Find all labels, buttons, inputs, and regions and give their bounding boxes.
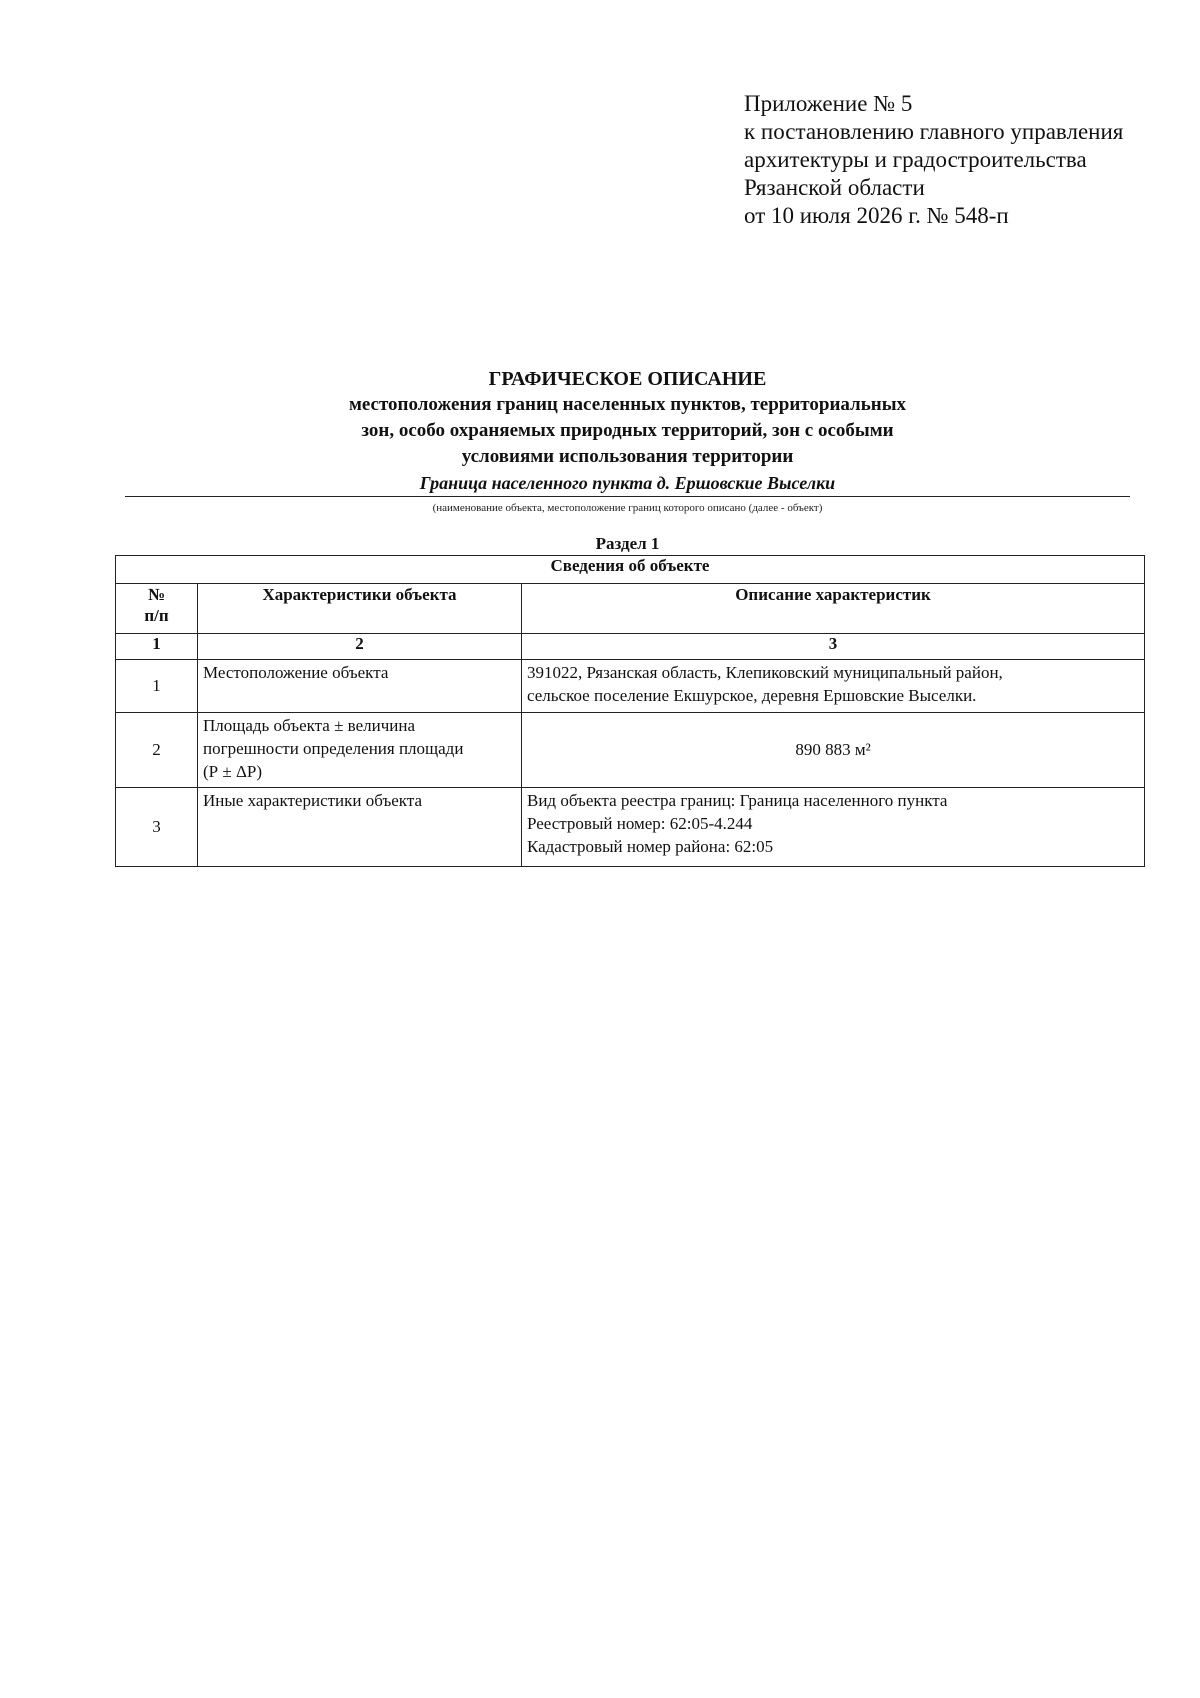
header-description: Описание характеристик [522,584,1145,634]
appendix-date: от 10 июля 2026 г. № 548-п [744,203,1009,228]
object-name-caption: (наименование объекта, местоположение границ которого описано (далее - объект) [432,502,823,514]
header-number-line-2: п/п [144,606,169,625]
header-number [116,584,198,634]
appendix-number: Приложение № 5 [744,91,913,116]
table-caption-row [116,556,1145,584]
header-number-line-1: № [147,585,166,604]
appendix-reference: к постановлению главного управления [744,119,1124,144]
row-description-line: Вид объекта реестра границ: Граница населенного пункта [527,791,948,810]
appendix-header [744,90,1123,230]
row-description [522,660,1145,713]
row-description-line: Кадастровый номер района: 62:05 [527,837,774,856]
column-number-1: 1 [116,634,198,660]
header-characteristics: Характеристики объекта [198,584,522,634]
row-number: 3 [116,788,198,867]
row-description: 890 883 м² [522,713,1145,788]
row-description [522,788,1145,867]
row-description-line: сельское поселение Екшурское, деревня Ершовские Выселки. [527,686,977,705]
row-characteristic [198,713,522,788]
column-number-2: 2 [198,634,522,660]
row-characteristic-line: Площадь объекта ± величина [203,716,416,735]
document-title: ГРАФИЧЕСКОЕ ОПИСАНИЕ [488,368,767,390]
row-characteristic-line: (Р ± ΔР) [203,762,262,781]
row-characteristic: Иные характеристики объекта [198,788,522,867]
object-name: Граница населенного пункта д. Ершовские Выселки [419,473,836,493]
document-subtitle-line-1: местоположения границ населенных пунктов, территориальных [348,394,907,415]
table-row [116,788,1145,867]
appendix-region: Рязанской области [744,175,925,200]
row-number: 2 [116,713,198,788]
table-row [116,660,1145,713]
table-caption: Сведения об объекте [116,556,1145,584]
section-title: Раздел 1 [595,534,660,553]
table-header-row [116,584,1145,634]
column-number-3: 3 [522,634,1145,660]
document-title-block [125,366,1130,495]
document-subtitle-line-3: условиями использования территории [461,446,794,467]
row-description-line: 391022, Рязанская область, Клепиковский муниципальный район, [527,663,1003,682]
document-subtitle-line-2: зон, особо охраняемых природных территорий, зон с особыми [361,420,894,441]
table-column-numbers-row [116,634,1145,660]
appendix-authority: архитектуры и градостроительства [744,147,1087,172]
object-name-underline [125,496,1130,497]
table-row [116,713,1145,788]
row-characteristic: Местоположение объекта [198,660,522,713]
row-description-line: Реестровый номер: 62:05-4.244 [527,814,753,833]
object-info-table [115,555,1145,867]
row-number: 1 [116,660,198,713]
row-characteristic-line: погрешности определения площади [203,739,464,758]
